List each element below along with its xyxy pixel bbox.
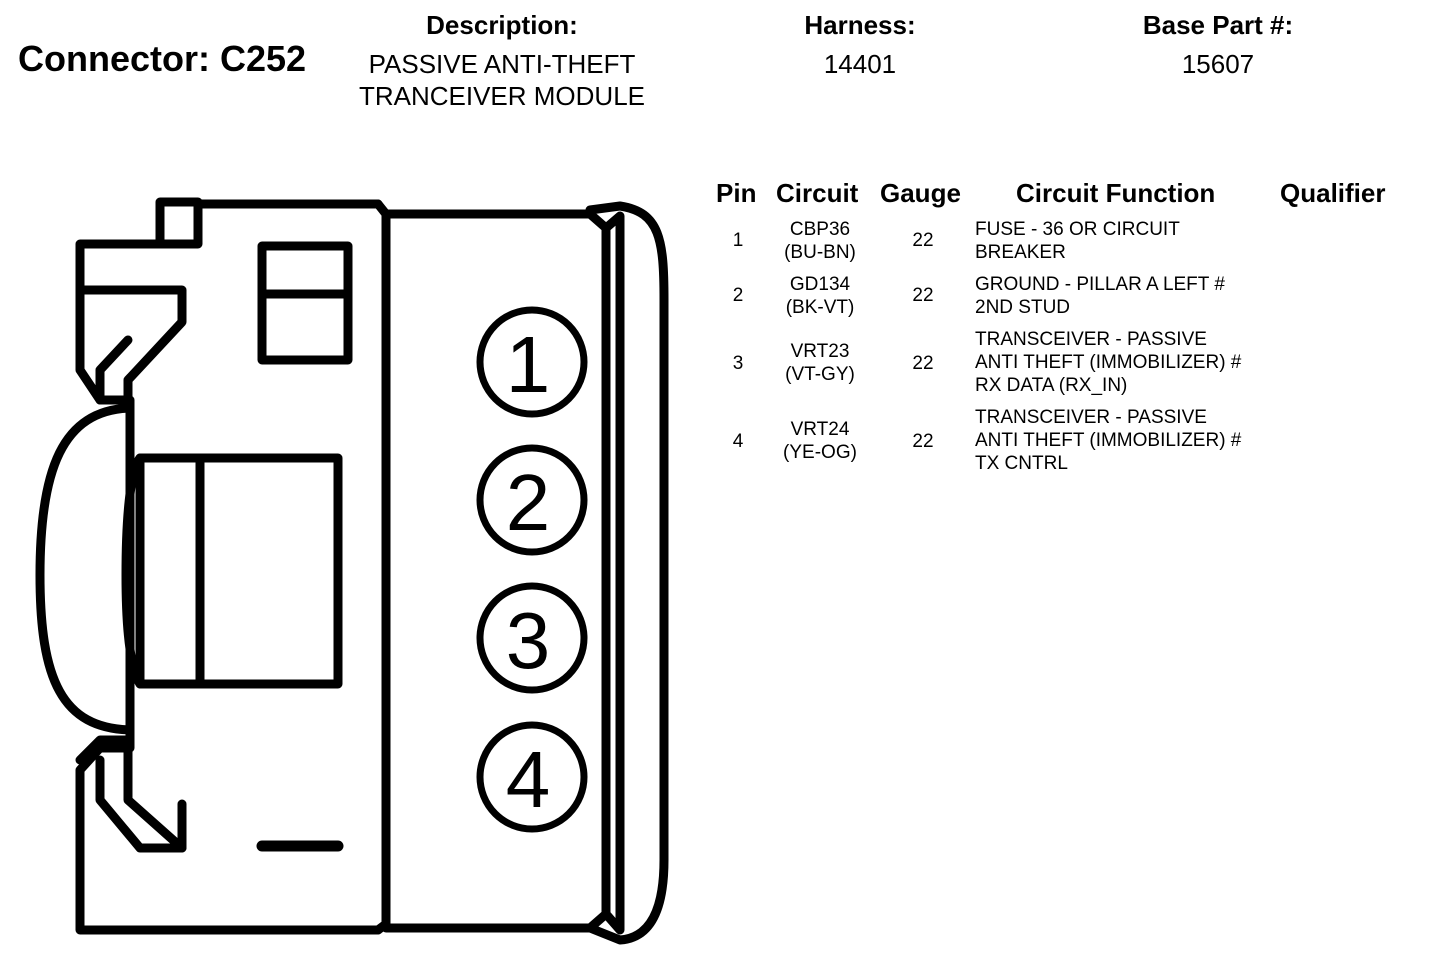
circuit-id: VRT23 — [790, 341, 850, 362]
function-line: ANTI THEFT (IMMOBILIZER) # — [975, 430, 1242, 451]
harness-label: Harness: — [804, 10, 916, 40]
latch-slot — [140, 458, 338, 684]
function-line: TRANSCEIVER - PASSIVE — [975, 329, 1207, 350]
pin-2-label: 2 — [505, 458, 551, 547]
column-header-pin: Pin — [716, 178, 757, 208]
pin-face-outline — [378, 204, 386, 930]
function-line: ANTI THEFT (IMMOBILIZER) # — [975, 352, 1242, 373]
connector-end-cap — [590, 206, 664, 940]
gauge-cell: 22 — [912, 285, 934, 306]
column-header-circuit: Circuit — [776, 178, 859, 208]
function-line: TX CNTRL — [975, 453, 1068, 474]
function-line: 2ND STUD — [975, 297, 1071, 318]
function-line: TRANSCEIVER - PASSIVE — [975, 407, 1207, 428]
function-cell — [975, 328, 1241, 397]
function-line: BREAKER — [975, 242, 1066, 263]
gauge-cell: 22 — [912, 431, 934, 452]
circuit-cell — [760, 273, 880, 319]
gauge-cell: 22 — [912, 353, 934, 374]
function-line: FUSE - 36 OR CIRCUIT — [975, 219, 1180, 240]
wire-color: (BK-VT) — [785, 297, 855, 318]
wire-color: (YE-OG) — [783, 442, 857, 463]
column-header-gauge: Gauge — [880, 178, 961, 208]
function-cell — [975, 406, 1241, 475]
connector-title: Connector: C252 — [18, 38, 307, 79]
description-line-1: PASSIVE ANTI-THEFT — [368, 49, 636, 79]
gauge-cell: 22 — [912, 230, 934, 251]
pin-4-label: 4 — [505, 735, 551, 824]
base-part-label: Base Part #: — [1142, 10, 1294, 40]
function-cell — [975, 273, 1225, 319]
circuit-id: GD134 — [789, 274, 851, 295]
base-part-value: 15607 — [1181, 49, 1255, 79]
function-cell — [975, 218, 1180, 264]
circuit-cell — [760, 418, 880, 464]
description-value — [332, 48, 672, 112]
circuit-cell — [760, 340, 880, 386]
description-line-2: TRANCEIVER MODULE — [358, 81, 646, 111]
connector-face-diagram — [0, 180, 700, 960]
pin-3-label: 3 — [505, 596, 551, 685]
column-header-function: Circuit Function — [1016, 178, 1216, 208]
pin-cell: 2 — [732, 285, 744, 306]
latch-lever — [40, 408, 130, 730]
circuit-id: VRT24 — [790, 419, 850, 440]
pin-cell: 3 — [732, 353, 744, 374]
column-header-qualifier: Qualifier — [1280, 178, 1386, 208]
harness-value: 14401 — [823, 49, 897, 79]
circuit-cell — [760, 218, 880, 264]
pin-1-label: 1 — [505, 320, 551, 409]
wire-color: (VT-GY) — [785, 364, 855, 385]
circuit-id: CBP36 — [789, 219, 851, 240]
key-window — [262, 246, 348, 360]
upper-latch-ramp — [80, 290, 182, 400]
function-line: GROUND - PILLAR A LEFT # — [975, 274, 1225, 295]
connector-top-tab — [160, 202, 198, 244]
pin-cell: 4 — [732, 431, 744, 452]
pin-cell: 1 — [732, 230, 744, 251]
description-label: Description: — [426, 10, 578, 40]
wire-color: (BU-BN) — [784, 242, 856, 263]
function-line: RX DATA (RX_IN) — [975, 375, 1128, 396]
